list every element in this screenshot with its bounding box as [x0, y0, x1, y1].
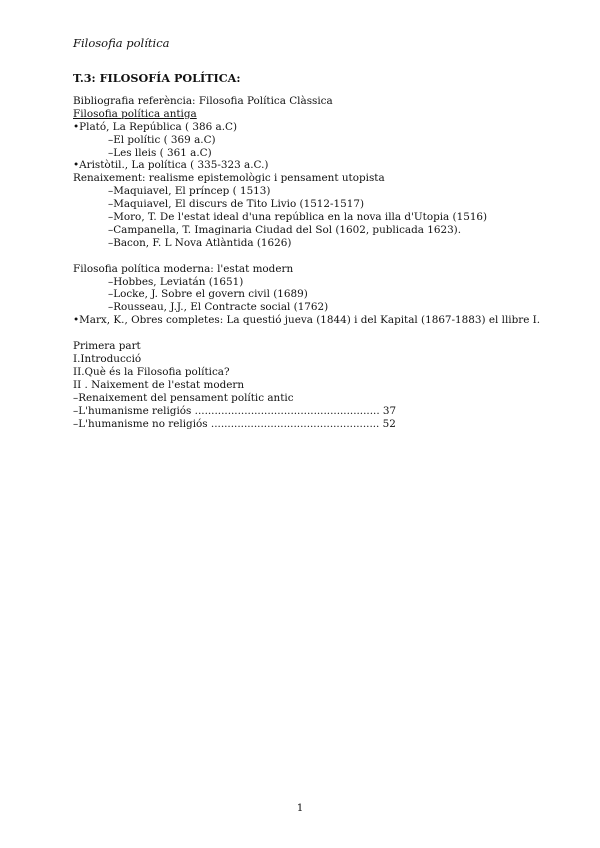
toc-entry: I.Introducció: [73, 353, 142, 365]
page-number: 1: [296, 802, 304, 814]
document-body: [73, 72, 583, 430]
moderna-heading: Filosofia política moderna: l'estat modern: [73, 262, 294, 275]
bibliography-item: •Marx, K., Obres completes: La questió jueva (1844) i del Kapital (1867-1883) el llibre I.: [73, 314, 541, 327]
bibliography-item: –Moro, T. De l'estat ideal d'una república en la nova illa d'Utopia (1516): [108, 211, 488, 224]
bibliography-item: –Hobbes, Leviatán (1651): [108, 275, 244, 288]
bibliography-item: •Aristòtil., La política ( 335-323 a.C.): [73, 159, 269, 172]
toc-entry: –Renaixement del pensament polític antic: [73, 391, 294, 404]
running-header: Filosofia política: [73, 36, 170, 50]
toc-entry: II . Naixement de l'estat modern: [73, 378, 245, 391]
bibliography-item: –Bacon, F. L Nova Atlàntida (1626): [108, 236, 292, 249]
bibliography-intro: Bibliografia referència: Filosofia Política Clàssica: [73, 94, 333, 107]
bibliography-item: –Les lleis ( 361 a.C): [108, 146, 212, 159]
bibliography-item: –Campanella, T. Imaginaria Ciudad del Sol (1602, publicada 1623).: [108, 223, 462, 236]
section-title: T.3: FILOSOFÍA POLÍTICA:: [73, 71, 241, 85]
antiga-heading: Filosofia política antiga: [73, 107, 197, 120]
toc-entry: II.Què és la Filosofia política?: [73, 365, 230, 378]
bibliography-item: –Maquiavel, El príncep ( 1513): [108, 185, 271, 198]
toc-entry: –L'humanisme religiós ........................................................ 37: [73, 404, 397, 417]
bibliography-item: –Rousseau, J.J., El Contracte social (1762): [108, 301, 329, 314]
toc-entry: –L'humanisme no religiós ................................................... 52: [73, 417, 396, 430]
renaixement-heading: Renaixement: realisme epistemològic i pensament utopista: [73, 172, 385, 185]
toc-heading: Primera part: [73, 340, 141, 353]
bibliography-item: –Maquiavel, El discurs de Tito Livio (1512-1517): [108, 198, 365, 211]
bibliography-item: –Locke, J. Sobre el govern civil (1689): [108, 288, 308, 301]
spacer: [73, 327, 583, 340]
bibliography-item: •Plató, La República ( 386 a.C): [73, 120, 237, 133]
spacer: [73, 250, 583, 263]
bibliography-item: –El polític ( 369 a.C): [108, 133, 216, 146]
